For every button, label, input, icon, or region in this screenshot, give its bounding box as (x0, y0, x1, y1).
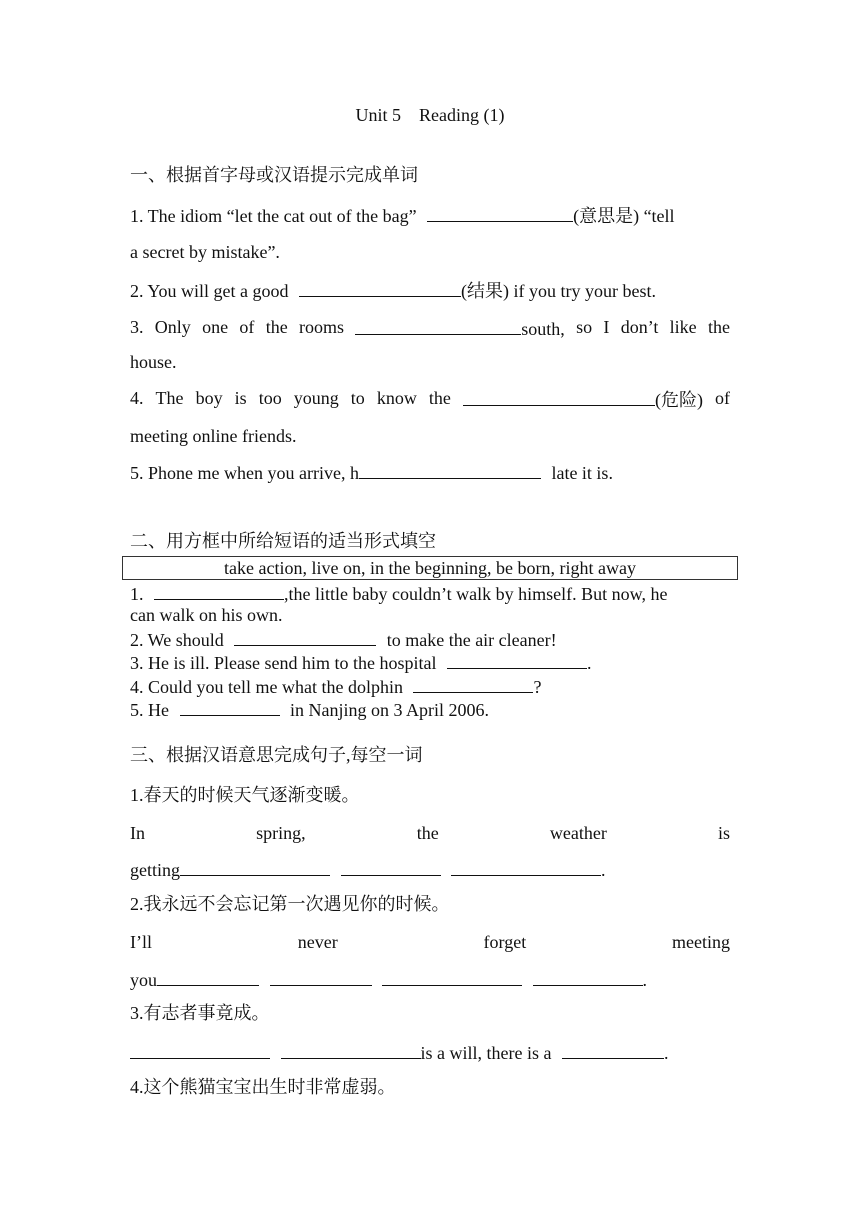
word: The (155, 388, 184, 408)
s3-q1-blank-2[interactable] (341, 859, 441, 876)
s3-q2-blank-1[interactable] (157, 969, 259, 986)
s2-q3-text: 3. He is ill. Please send him to the hospital (130, 653, 437, 673)
s2-q2 (130, 629, 557, 651)
s2-q3 (130, 652, 591, 674)
s1-q1 (130, 205, 675, 227)
word: 3. (130, 317, 144, 337)
s3-q2-blank-4[interactable] (533, 969, 643, 986)
word: meeting (671, 932, 730, 952)
s2-q5-blank[interactable] (180, 699, 280, 716)
s3-q1-line2 (130, 859, 606, 881)
s2-q1-num: 1. (130, 584, 144, 604)
word: don’t (620, 317, 659, 337)
s3-q2-chinese: 2.我永远不会忘记第一次遇见你的时候。 (130, 894, 450, 914)
s2-q4-blank[interactable] (413, 676, 533, 693)
word: never (297, 932, 338, 952)
word: know (376, 388, 417, 408)
word: the (416, 823, 439, 843)
word: weather (549, 823, 607, 843)
word: is a will, there is a (420, 1043, 552, 1063)
s2-q1-text: ,the little baby couldn’t walk by himself. But now, he (284, 584, 668, 604)
section2-heading: 二、用方框中所给短语的适当形式填空 (130, 531, 436, 551)
s3-q1-chinese: 1.春天的时候天气逐渐变暖。 (130, 785, 360, 805)
word: the (265, 317, 288, 337)
s1-q1-blank[interactable] (427, 205, 573, 222)
word: Only (154, 317, 191, 337)
word: getting (130, 860, 180, 880)
word: the (707, 317, 730, 337)
word: so (576, 317, 593, 337)
s1-q4 (130, 389, 730, 411)
word: south, (521, 319, 565, 339)
word: (危险) (654, 390, 703, 410)
section3-heading: 三、根据汉语意思完成句子,每空一词 (130, 745, 423, 765)
s1-q2-blank[interactable] (299, 280, 461, 297)
s1-q5-blank[interactable] (359, 462, 541, 479)
word: In (130, 823, 145, 843)
s2-q3-end: . (586, 653, 592, 673)
s2-q1-blank[interactable] (154, 583, 284, 600)
word: to (350, 388, 365, 408)
word: boy (195, 388, 223, 408)
s1-q2-hint: (结果) if you try your best. (461, 281, 656, 301)
word: one (202, 317, 229, 337)
s1-q2 (130, 280, 656, 302)
s1-q1-line2: a secret by mistake”. (130, 242, 280, 262)
s3-q2-blank-2[interactable] (270, 969, 372, 986)
s2-q5-end: in Nanjing on 3 April 2006. (290, 700, 489, 720)
word: . (601, 860, 606, 880)
s3-q4-chinese: 4.这个熊猫宝宝出生时非常虚弱。 (130, 1077, 396, 1097)
word: . (642, 970, 647, 990)
s2-q5 (130, 699, 489, 721)
s3-q3-blank-2[interactable] (281, 1042, 421, 1059)
word: forget (483, 932, 527, 952)
word: spring, (256, 823, 306, 843)
s1-q3-blank[interactable] (355, 318, 521, 335)
s1-q5 (130, 462, 613, 484)
word: young (293, 388, 339, 408)
word: is (234, 388, 247, 408)
s1-q4-line2: meeting online friends. (130, 426, 297, 446)
s1-q3-blank-group (355, 318, 565, 340)
word: too (258, 388, 282, 408)
s2-q2-text: 2. We should (130, 630, 224, 650)
word: . (663, 1043, 669, 1063)
s1-q3-line2: house. (130, 352, 177, 372)
s2-q1 (130, 583, 667, 605)
s3-q2-blank-3[interactable] (382, 969, 522, 986)
s1-q4-blank[interactable] (463, 389, 655, 406)
section1-heading: 一、根据首字母或汉语提示完成单词 (130, 165, 418, 185)
s2-q2-end: to make the air cleaner! (386, 630, 557, 650)
word: the (428, 388, 451, 408)
s1-q1-hint: (意思是) “tell (573, 206, 675, 226)
s2-q5-text: 5. He (130, 700, 169, 720)
s2-q3-blank[interactable] (447, 652, 587, 669)
s3-q3-blank-1[interactable] (130, 1042, 270, 1059)
s1-q5-end: late it is. (551, 463, 613, 483)
word: like (669, 317, 697, 337)
word: is (717, 823, 730, 843)
s3-q2-line2 (130, 969, 647, 991)
s3-q1-blank-3[interactable] (451, 859, 601, 876)
s3-q3-line (130, 1042, 668, 1064)
s2-q4 (130, 676, 541, 698)
word: 4. (130, 388, 144, 408)
word: of (715, 388, 730, 408)
s2-q2-blank[interactable] (234, 629, 376, 646)
s1-q5-text: 5. Phone me when you arrive, h (130, 463, 359, 483)
s3-q3-chinese: 3.有志者事竟成。 (130, 1003, 270, 1023)
s2-q1-line2: can walk on his own. (130, 605, 283, 625)
word: you (130, 970, 157, 990)
word: rooms (298, 317, 344, 337)
s3-q2-line1 (130, 933, 730, 953)
s1-q3 (130, 318, 730, 340)
s3-q1-line1 (130, 824, 730, 844)
word: I (603, 317, 610, 337)
s2-q4-text: 4. Could you tell me what the dolphin (130, 677, 403, 697)
s3-q1-blank-1[interactable] (180, 859, 330, 876)
phrase-box: take action, live on, in the beginning, be born, right away (122, 556, 738, 580)
word: I’ll (130, 932, 152, 952)
s1-q2-text: 2. You will get a good (130, 281, 289, 301)
s1-q4-blank-group (463, 389, 703, 411)
s2-q4-end: ? (533, 677, 542, 697)
page-title: Unit 5 Reading (1) (355, 105, 505, 125)
s1-q1-text: 1. The idiom “let the cat out of the bag” (130, 206, 417, 226)
s3-q3-blank-3[interactable] (562, 1042, 664, 1059)
word: of (239, 317, 255, 337)
